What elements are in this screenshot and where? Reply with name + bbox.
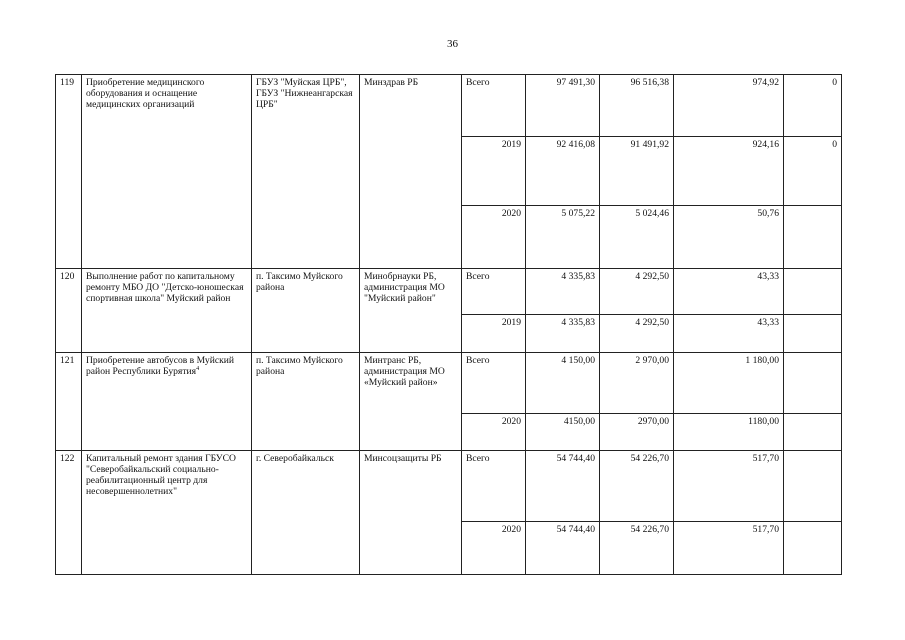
- amount-regional: 924,16: [674, 137, 784, 206]
- year-label: 2020: [462, 414, 526, 451]
- activity-name: [82, 353, 252, 451]
- amount-other: 0: [784, 75, 842, 137]
- amount-total: 4 150,00: [526, 353, 600, 414]
- amount-regional: 1 180,00: [674, 353, 784, 414]
- footnote-marker: 4: [196, 365, 200, 372]
- row-number: 120: [56, 269, 82, 353]
- table-row: [56, 269, 842, 315]
- year-label: Всего: [462, 75, 526, 137]
- location: п. Таксимо Муйского района: [252, 353, 360, 451]
- responsible-body: Минтранс РБ, администрация МО «Муйский район»: [360, 353, 462, 451]
- amount-regional: 974,92: [674, 75, 784, 137]
- amount-regional: 517,70: [674, 451, 784, 522]
- amount-other: [784, 353, 842, 414]
- amount-regional: 43,33: [674, 269, 784, 315]
- activity-name: Выполнение работ по капитальному ремонту МБО ДО "Детско-юношеская спортивная школа" Муйский район: [82, 269, 252, 353]
- amount-federal: 96 516,38: [600, 75, 674, 137]
- amount-total: 4 335,83: [526, 315, 600, 353]
- amount-total: 54 744,40: [526, 522, 600, 575]
- amount-regional: 43,33: [674, 315, 784, 353]
- activity-name: Капитальный ремонт здания ГБУСО "Северобайкальский социально-реабилитационный центр для несовершеннолетних": [82, 451, 252, 575]
- amount-other: [784, 451, 842, 522]
- row-number: 119: [56, 75, 82, 269]
- row-number: 121: [56, 353, 82, 451]
- amount-regional: 1180,00: [674, 414, 784, 451]
- amount-other: [784, 206, 842, 269]
- table-row: [56, 75, 842, 137]
- amount-total: 97 491,30: [526, 75, 600, 137]
- amount-federal: 5 024,46: [600, 206, 674, 269]
- location: п. Таксимо Муйского района: [252, 269, 360, 353]
- row-number: 122: [56, 451, 82, 575]
- year-label: 2019: [462, 137, 526, 206]
- amount-regional: 517,70: [674, 522, 784, 575]
- amount-other: [784, 315, 842, 353]
- table-row: [56, 353, 842, 414]
- year-label: Всего: [462, 353, 526, 414]
- amount-federal: 54 226,70: [600, 522, 674, 575]
- year-label: Всего: [462, 269, 526, 315]
- year-label: 2020: [462, 206, 526, 269]
- page-number: 36: [447, 38, 458, 50]
- activity-name: Приобретение медицинского оборудования и оснащение медицинских организаций: [82, 75, 252, 269]
- amount-regional: 50,76: [674, 206, 784, 269]
- amount-federal: 54 226,70: [600, 451, 674, 522]
- amount-federal: 4 292,50: [600, 315, 674, 353]
- year-label: 2019: [462, 315, 526, 353]
- amount-total: 4150,00: [526, 414, 600, 451]
- activity-name-text: Приобретение автобусов в Муйский район Республики Бурятия: [86, 355, 235, 377]
- year-label: Всего: [462, 451, 526, 522]
- year-label: 2020: [462, 522, 526, 575]
- amount-total: 4 335,83: [526, 269, 600, 315]
- amount-total: 54 744,40: [526, 451, 600, 522]
- amount-other: [784, 269, 842, 315]
- amount-federal: 2 970,00: [600, 353, 674, 414]
- responsible-body: Минобрнауки РБ, администрация МО "Муйский район": [360, 269, 462, 353]
- table-row: [56, 451, 842, 522]
- location: ГБУЗ "Муйская ЦРБ", ГБУЗ "Нижнеангарская ЦРБ": [252, 75, 360, 269]
- amount-total: 92 416,08: [526, 137, 600, 206]
- program-table: [55, 74, 842, 575]
- amount-federal: 4 292,50: [600, 269, 674, 315]
- amount-federal: 2970,00: [600, 414, 674, 451]
- amount-other: 0: [784, 137, 842, 206]
- responsible-body: Минздрав РБ: [360, 75, 462, 269]
- amount-total: 5 075,22: [526, 206, 600, 269]
- amount-other: [784, 522, 842, 575]
- location: г. Северобайкальск: [252, 451, 360, 575]
- amount-other: [784, 414, 842, 451]
- amount-federal: 91 491,92: [600, 137, 674, 206]
- responsible-body: Минсоцзащиты РБ: [360, 451, 462, 575]
